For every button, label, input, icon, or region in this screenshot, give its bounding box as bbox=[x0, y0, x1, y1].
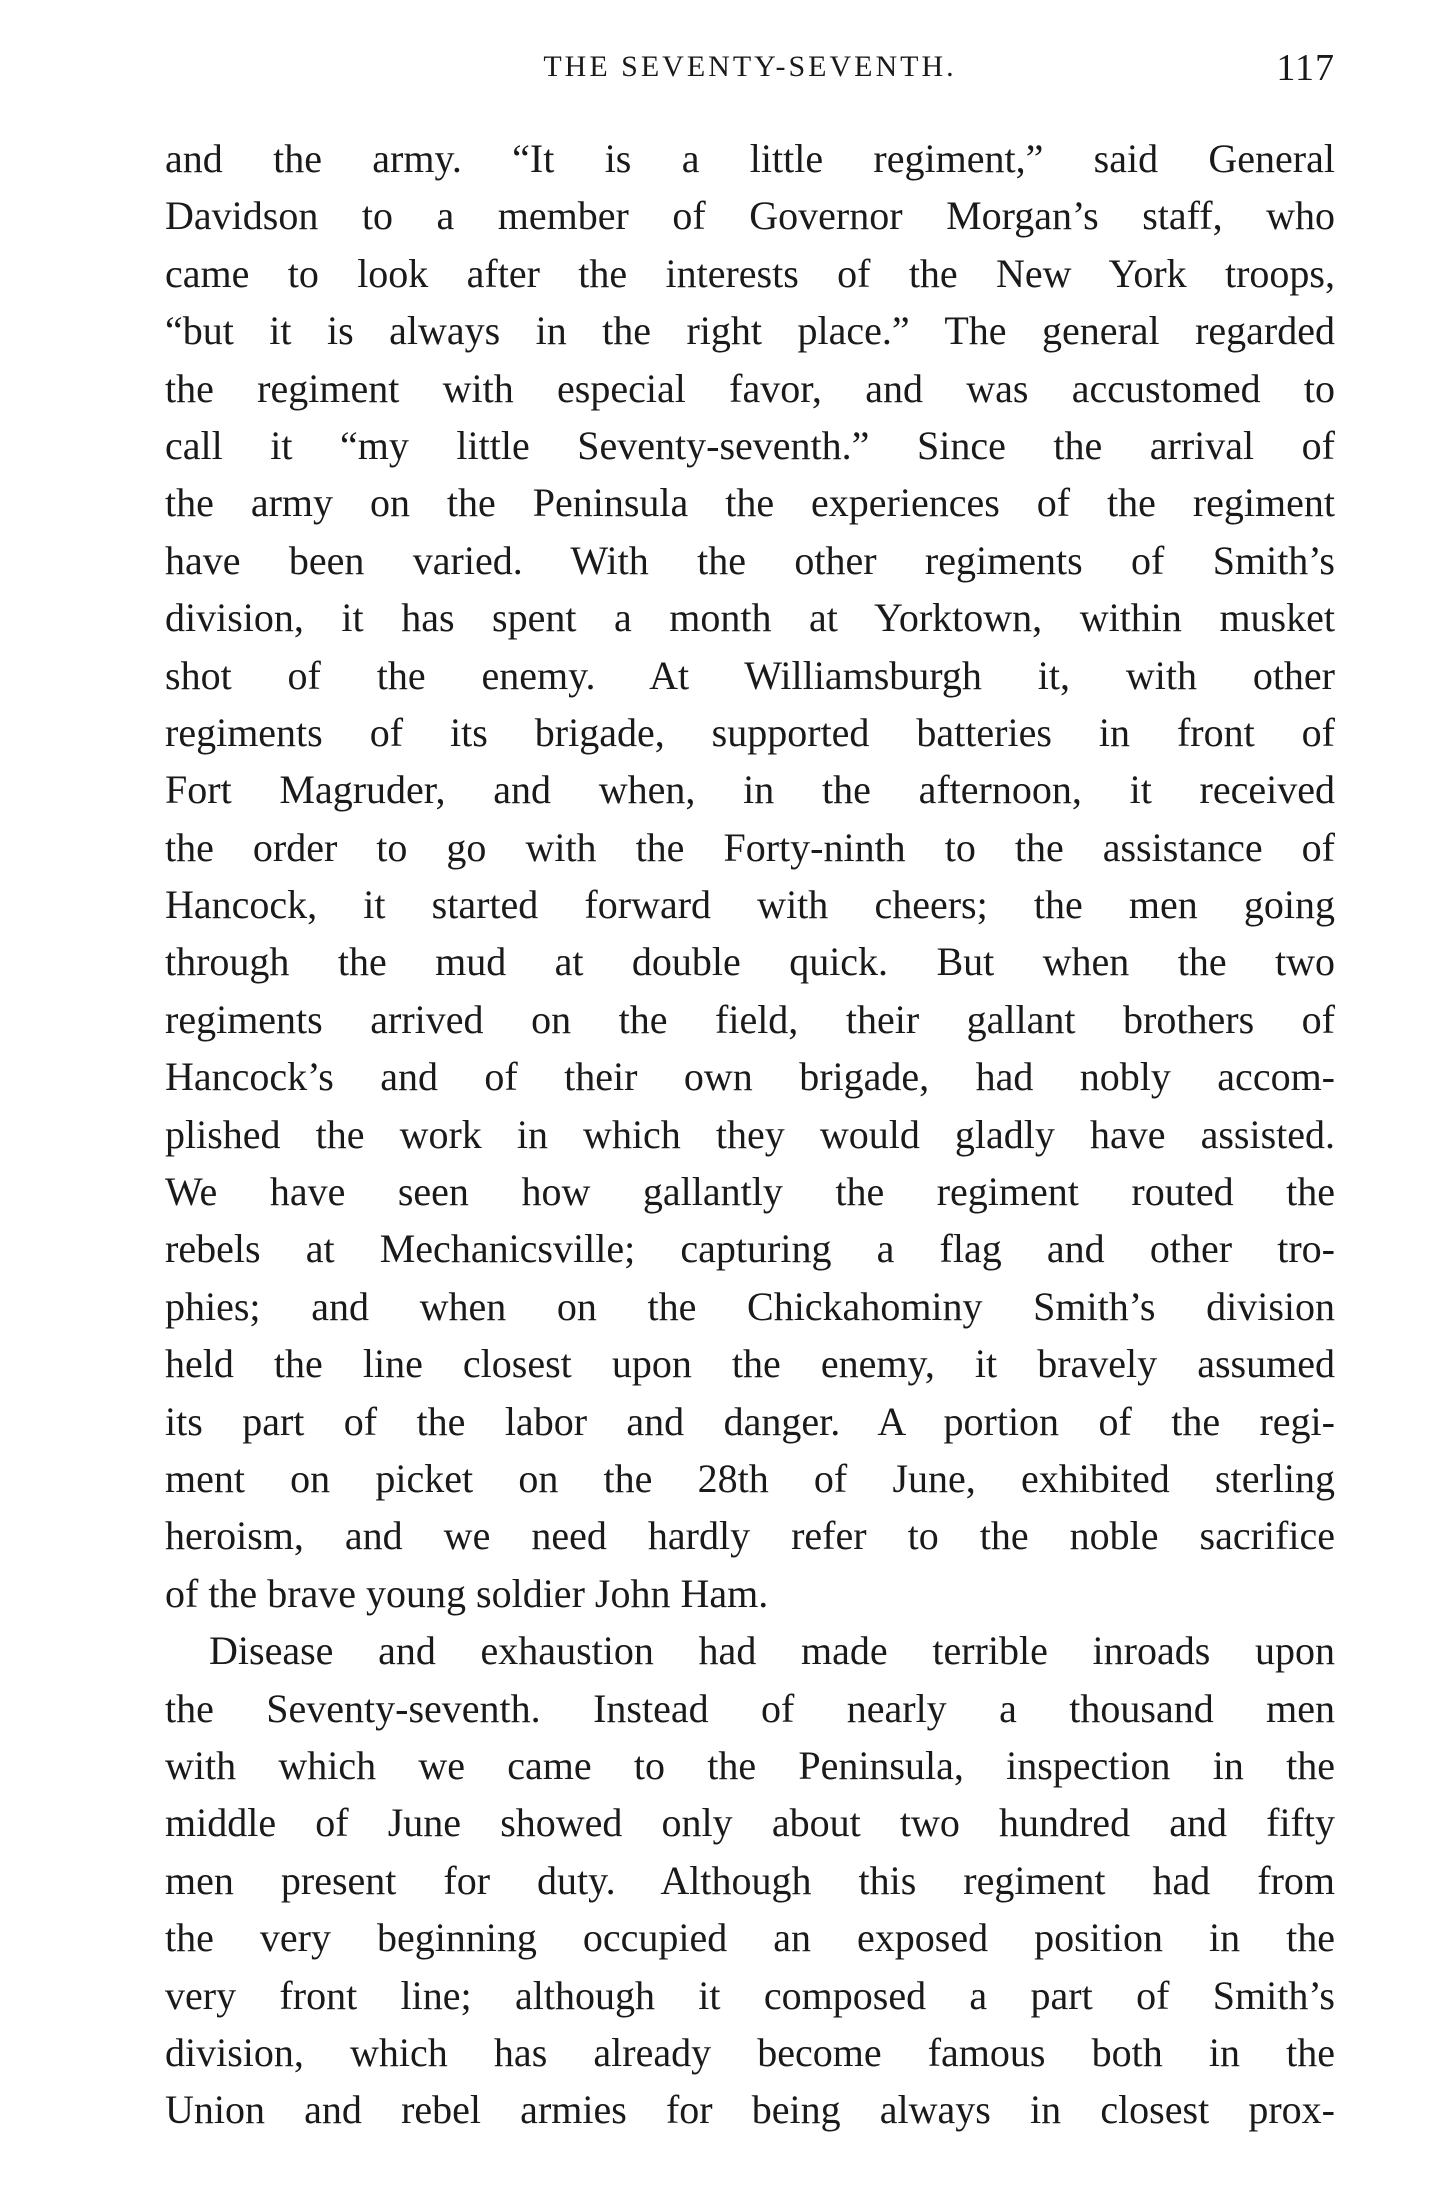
text-line: We have seen how gallantly the regiment routed the bbox=[165, 1169, 1335, 1215]
running-title: THE SEVENTY-SEVENTH. bbox=[543, 50, 957, 83]
text-line: the army on the Peninsula the experiences of the regiment bbox=[165, 480, 1335, 526]
text-line: division, it has spent a month at Yorktown, within musket bbox=[165, 595, 1335, 641]
text-line: have been varied. With the other regiments of Smith’s bbox=[165, 537, 1335, 583]
text-line: Fort Magruder, and when, in the afternoon, it received bbox=[165, 767, 1335, 813]
text-line: regiments of its brigade, supported batteries in front of bbox=[165, 709, 1335, 755]
text-line: shot of the enemy. At Williamsburgh it, with other bbox=[165, 652, 1335, 698]
text-line: the Seventy-seventh. Instead of nearly a thousand men bbox=[165, 1685, 1335, 1731]
body-text bbox=[165, 130, 1335, 2139]
text-line: rebels at Mechanicsville; capturing a flag and other tro- bbox=[165, 1226, 1335, 1272]
text-line: came to look after the interests of the New York troops, bbox=[165, 250, 1335, 296]
text-line: the regiment with especial favor, and was accustomed to bbox=[165, 365, 1335, 411]
text-line: the order to go with the Forty-ninth to the assistance of bbox=[165, 824, 1335, 870]
text-line: Hancock, it started forward with cheers; the men going bbox=[165, 882, 1335, 928]
text-line: the very beginning occupied an exposed position in the bbox=[165, 1915, 1335, 1961]
text-line: with which we came to the Peninsula, inspection in the bbox=[165, 1742, 1335, 1788]
text-line: its part of the labor and danger. A portion of the regi- bbox=[165, 1398, 1335, 1444]
text-line: men present for duty. Although this regiment had from bbox=[165, 1857, 1335, 1903]
text-line: ment on picket on the 28th of June, exhibited sterling bbox=[165, 1455, 1335, 1501]
text-line: call it “my little Seventy-seventh.” Since the arrival of bbox=[165, 422, 1335, 468]
text-line: held the line closest upon the enemy, it bravely assumed bbox=[165, 1341, 1335, 1387]
page-number: 117 bbox=[1276, 47, 1335, 89]
text-line: Hancock’s and of their own brigade, had nobly accom- bbox=[165, 1054, 1335, 1100]
text-line: plished the work in which they would gladly have assisted. bbox=[165, 1111, 1335, 1157]
paragraph-end-line: of the brave young soldier John Ham. bbox=[165, 1570, 769, 1616]
text-line: Davidson to a member of Governor Morgan’s staff, who bbox=[165, 193, 1335, 239]
text-line: middle of June showed only about two hundred and fifty bbox=[165, 1800, 1335, 1846]
text-line: Union and rebel armies for being always in closest prox- bbox=[165, 2087, 1335, 2133]
running-head bbox=[165, 46, 1335, 89]
text-line: “but it is always in the right place.” The general regarded bbox=[165, 308, 1335, 354]
text-line: phies; and when on the Chickahominy Smith’s division bbox=[165, 1283, 1335, 1329]
paragraph-start-line: Disease and exhaustion had made terrible inroads upon bbox=[209, 1628, 1335, 1674]
text-line: and the army. “It is a little regiment,” said General bbox=[165, 136, 1335, 181]
text-line: division, which has already become famous both in the bbox=[165, 2029, 1335, 2075]
text-line: regiments arrived on the field, their gallant brothers of bbox=[165, 996, 1335, 1042]
text-line: through the mud at double quick. But when the two bbox=[165, 939, 1335, 985]
text-line: very front line; although it composed a part of Smith’s bbox=[165, 1972, 1335, 2018]
text-line: heroism, and we need hardly refer to the noble sacrifice bbox=[165, 1513, 1335, 1559]
